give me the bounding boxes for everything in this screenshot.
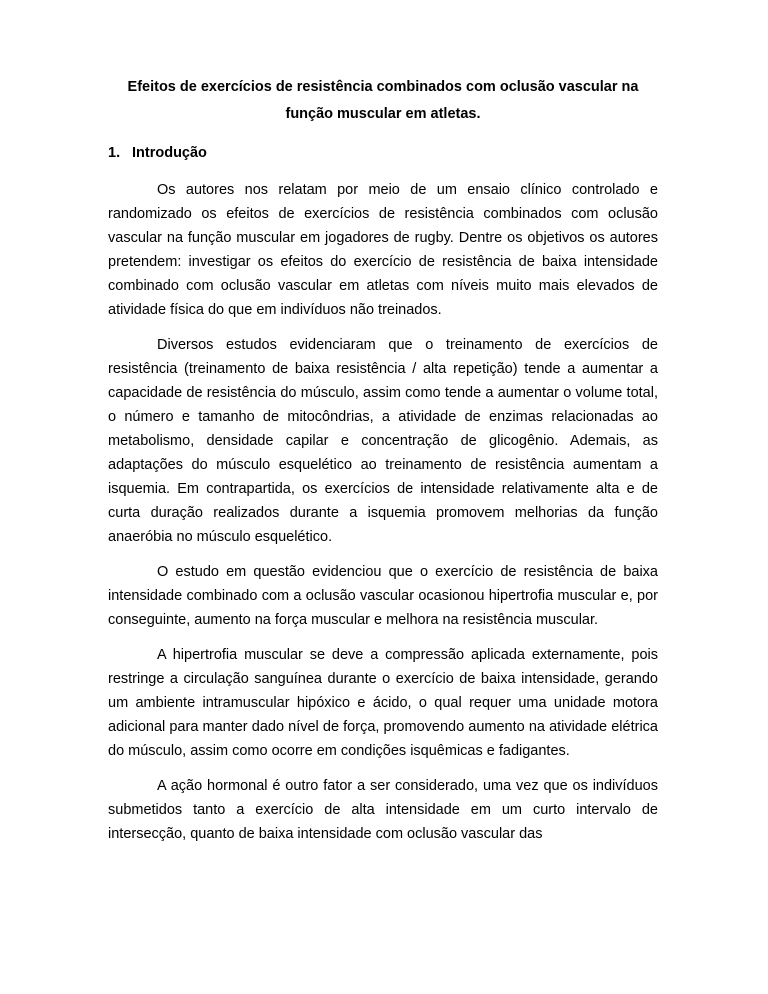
paragraph-1: Os autores nos relatam por meio de um ensaio clínico controlado e randomizado os efeitos de exercícios de resistência combinados com oclusão vascular na função muscular em jogadores de rugby. Dentre os objetivos os autores pretendem: investigar os efeitos do exercício de resistência de baixa intensidade combinado com oclusão vascular em atletas com níveis muito mais elevados de atividade física do que em indivíduos não treinados. bbox=[108, 182, 658, 318]
document-title: Efeitos de exercícios de resistência combinados com oclusão vascular na função muscular em atletas. bbox=[127, 79, 639, 122]
section-label: Introdução bbox=[132, 145, 207, 161]
document-page bbox=[108, 66, 658, 846]
paragraph-3: O estudo em questão evidenciou que o exercício de resistência de baixa intensidade combinado com a oclusão vascular ocasionou hipertrofia muscular e, por conseguinte, aumento na força muscular e melhora na resistência muscular. bbox=[108, 564, 658, 628]
paragraph-2: Diversos estudos evidenciaram que o treinamento de exercícios de resistência (treinamento de baixa resistência / alta repetição) tende a aumentar a capacidade de resistência do músculo, assim como tende a aumentar o volume total, o número e tamanho de mitocôndrias, a atividade de enzimas relacionadas ao metabolismo, densidade capilar e concentração de glicogênio. Ademais, as adaptações do músculo esquelético ao treinamento de resistência aumentam a isquemia. Em contrapartida, os exercícios de intensidade relativamente alta e de curta duração realizados durante a isquemia promovem melhorias da função anaeróbia no músculo esquelético. bbox=[108, 337, 658, 545]
paragraph-5: A ação hormonal é outro fator a ser considerado, uma vez que os indivíduos submetidos tanto a exercício de alta intensidade em um curto intervalo de intersecção, quanto de baixa intensidade com oclusão vascular das bbox=[108, 778, 658, 842]
section-number: 1. bbox=[108, 145, 121, 161]
paragraph-4: A hipertrofia muscular se deve a compressão aplicada externamente, pois restringe a circulação sanguínea durante o exercício de baixa intensidade, gerando um ambiente intramuscular hipóxico e ácido, o qual requer uma unidade motora adicional para manter dado nível de força, promovendo aumento na atividade elétrica do músculo, assim como ocorre em condições isquêmicas e fadigantes. bbox=[108, 647, 658, 759]
section-heading bbox=[108, 141, 658, 165]
